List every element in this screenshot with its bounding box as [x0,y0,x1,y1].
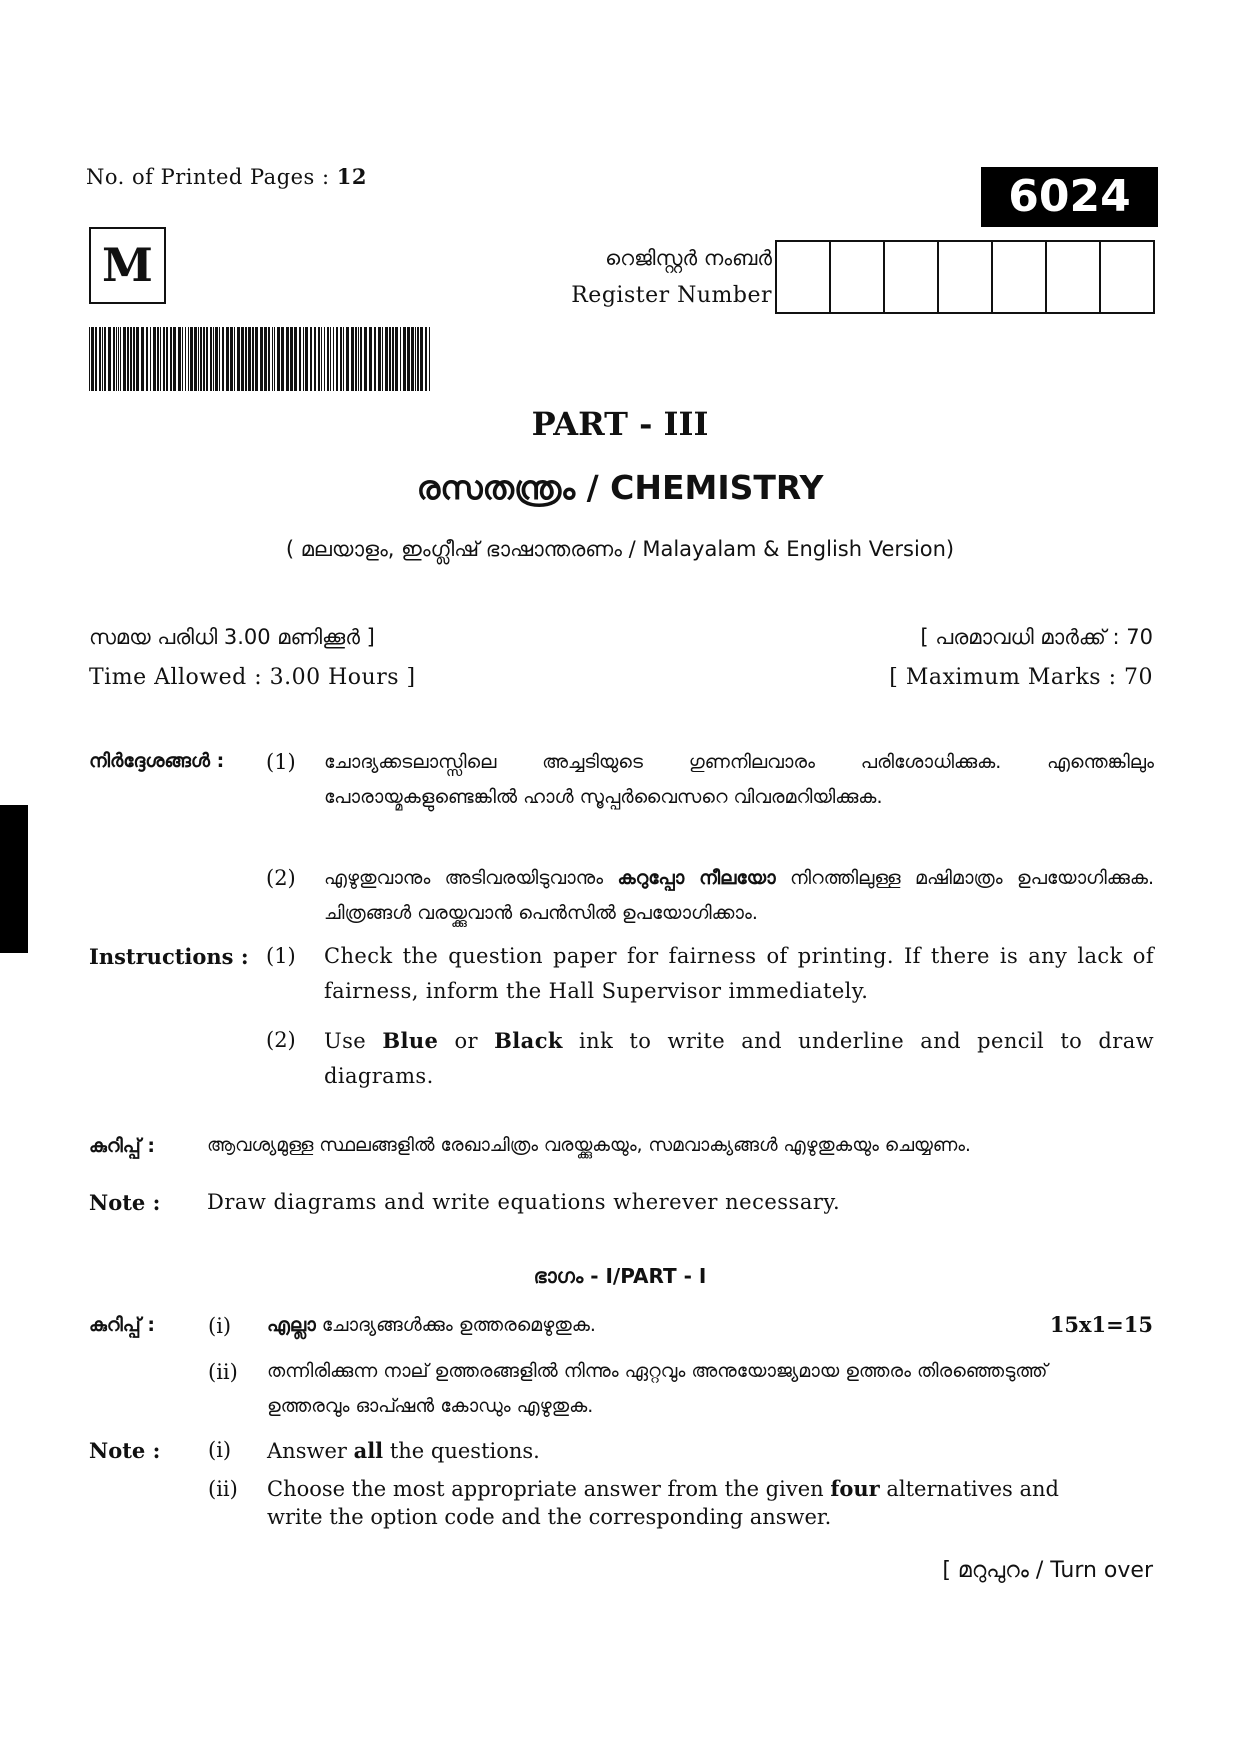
barcode-bar [420,327,423,391]
instruction-text-part: Use [324,1029,383,1053]
bold-word: four [830,1476,880,1501]
part1-note-label-ml: കുറിപ്പ് : [89,1314,155,1336]
barcode-bar [188,327,189,391]
instruction-text-en-2 [324,1023,1154,1094]
barcode-bar [123,327,126,391]
barcode-bar [210,327,212,391]
item-text: alternatives and write the option code and the corresponding answer. [267,1477,1059,1529]
barcode-bar [99,327,101,391]
barcode-bar [113,327,115,391]
barcode-bar [333,327,334,391]
instruction-text-part: എഴുതുവാനും അടിവരയിടുവാനും [324,867,618,889]
barcode-bar [116,327,117,391]
version-line: ( മലയാളം, ഇംഗ്ലീഷ് ഭാഷാന്തരണം / Malayalam & English Version) [285,537,955,561]
barcode-bar [358,327,359,391]
note-label-ml: കുറിപ്പ് : [89,1135,155,1157]
max-marks-ml: [ പരമാവധി മാർക്ക് : 70 [920,625,1153,649]
barcode-bar [213,327,214,391]
barcode-bar [415,327,416,391]
barcode-bar [340,327,342,391]
barcode-bar [389,327,391,391]
barcode-bar [403,327,406,391]
register-digit-box[interactable] [1101,242,1153,312]
barcode-bar [260,327,263,391]
printed-pages-label: No. of Printed Pages : [86,165,337,189]
barcode-bar [425,327,427,391]
side-registration-mark [0,805,28,953]
barcode-bar [248,327,251,391]
item-text: Answer [267,1439,354,1463]
barcode-bar [268,327,270,391]
instruction-text-part: or [438,1029,495,1053]
printed-pages-line [86,164,367,189]
barcode-bar [200,327,202,391]
item-number: (ii) [208,1360,238,1384]
register-digit-box[interactable] [777,242,831,312]
barcode-bar [324,327,325,391]
barcode-bar [305,327,308,391]
item-number: (ii) [208,1477,238,1501]
barcode-bar [104,327,106,391]
part1-marks: 15x1=15 [1049,1312,1153,1337]
part1-note-label-en: Note : [89,1438,161,1463]
barcode-bar [102,327,103,391]
item-text: ചോദ്യങ്ങൾക്കും ഉത്തരമെഴുതുക. [315,1314,596,1336]
register-label-en: Register Number [571,283,772,308]
part1-en-item-2 [267,1475,1117,1531]
barcode-bar [118,327,119,391]
barcode-bar [364,327,367,391]
instruction-bold-blue: Blue [382,1028,439,1053]
barcode-bar [417,327,419,391]
barcode-bar [234,327,235,391]
barcode-bar [160,327,161,391]
barcode-bar [385,327,388,391]
barcode-bar [245,327,247,391]
barcode-bar [222,327,224,391]
barcode-bar [91,327,94,391]
barcode-bar [272,327,273,391]
barcode-bar [360,327,362,391]
subject-title: രസതന്ത്രം / CHEMISTRY [416,468,824,507]
barcode-bar [157,327,159,391]
barcode-bar [130,327,132,391]
instruction-bold-black: Black [494,1028,563,1053]
register-digit-box[interactable] [1047,242,1101,312]
barcode-bar [411,327,414,391]
note-text-en: Draw diagrams and write equations wherever necessary. [207,1190,841,1214]
paper-code-badge: 6024 [981,167,1158,227]
barcode-bar [343,327,344,391]
barcode-bar [429,327,430,391]
instruction-text-ml-2 [324,861,1154,931]
barcode-bar [226,327,229,391]
barcode-bar [264,327,267,391]
item-number: (i) [208,1438,232,1462]
part1-en-item-1 [267,1438,540,1463]
barcode-bar [290,327,293,391]
barcode-bar [336,327,338,391]
barcode-bar [303,327,304,391]
barcode-bar [146,327,148,391]
printed-pages-value: 12 [336,164,367,189]
barcode-bar [252,327,254,391]
barcode-bar [277,327,280,391]
part1-ml-item-2: തന്നിരിക്കുന്ന നാല് ഉത്തരങ്ങളിൽ നിന്നും ഏറ്റവും അനുയോജ്യമായ ഉത്തരം തിരഞ്ഞെടുത്ത് ഉത്തരവും ഓപ്ഷൻ കോഡും എഴുതുക. [267,1360,1048,1417]
barcode-bar [355,327,357,391]
barcode-bar [215,327,218,391]
barcode-bar [120,327,121,391]
barcode-bar [382,327,383,391]
part1-ml-item-1 [267,1314,596,1336]
register-digit-box[interactable] [939,242,993,312]
barcode-bar [166,327,168,391]
barcode-bar [219,327,220,391]
instruction-number: (2) [266,866,296,890]
instruction-number: (1) [266,944,296,968]
part1-heading: ഭാഗം - I/PART - I [533,1264,707,1288]
barcode-bar [136,327,139,391]
barcode-image [89,327,431,391]
barcode-bar [182,327,183,391]
instruction-text-en-1: Check the question paper for fairness of printing. If there is any lack of fairness, inform the Hall Supervisor immediately. [324,944,1154,1003]
barcode-bar [400,327,401,391]
barcode-bar [173,327,176,391]
barcode-bar [150,327,151,391]
item-text: Choose the most appropriate answer from the given [267,1477,831,1501]
instructions-label-en: Instructions : [89,944,249,969]
barcode-bar [206,327,208,391]
bold-word: all [353,1438,384,1463]
part-title: PART - III [531,405,709,443]
barcode-bar [392,327,394,391]
barcode-bar [89,327,90,391]
barcode-bar [321,327,322,391]
instruction-text-part: നിറത്തിലുള്ള മഷിമാത്രം ഉപയോഗിക്കുക. ചിത്രങ്ങൾ വരയ്ക്കുവാൻ പെൻസിൽ ഉപയോഗിക്കാം. [324,867,1154,924]
register-digit-box[interactable] [831,242,885,312]
barcode-bar [95,327,97,391]
register-label-ml: റെജിസ്റ്റർ നംബർ [605,246,772,270]
barcode-bar [194,327,197,391]
barcode-bar [198,327,199,391]
barcode-bar [318,327,320,391]
barcode-bar [133,327,135,391]
barcode-bar [346,327,349,391]
instruction-bold-colors: കറുപ്പോ നീലയോ [617,867,776,889]
barcode-bar [286,327,289,391]
barcode-bar [374,327,376,391]
barcode-bar [351,327,354,391]
note-text-ml: ആവശ്യമുള്ള സ്ഥലങ്ങളിൽ രേഖാചിത്രം വരയ്ക്കുകയും, സമവാക്യങ്ങൾ എഴുതുകയും ചെയ്യണം. [207,1135,971,1156]
instructions-label-ml: നിർദ്ദേശങ്ങൾ : [89,750,225,772]
register-digit-box[interactable] [993,242,1047,312]
barcode-bar [274,327,275,391]
medium-letter-box: M [89,227,166,304]
instruction-text-part: ink to write and underline and pencil to draw diagrams. [324,1029,1154,1088]
barcode-bar [255,327,258,391]
register-digit-box[interactable] [885,242,939,312]
barcode-bar [141,327,144,391]
barcode-bar [230,327,233,391]
barcode-bar [369,327,372,391]
barcode-bar [203,327,205,391]
item-number: (i) [208,1314,232,1338]
max-marks-en: [ Maximum Marks : 70 [889,665,1153,690]
barcode-bar [163,327,165,391]
barcode-bar [185,327,186,391]
barcode-bar [281,327,284,391]
bold-word: എല്ലാ [267,1314,316,1336]
barcode-bar [314,327,316,391]
barcode-bar [407,327,410,391]
barcode-bar [237,327,240,391]
barcode-bar [299,327,301,391]
barcode-bar [170,327,172,391]
barcode-bar [178,327,181,391]
barcode-bar [378,327,381,391]
barcode-bar [190,327,193,391]
barcode-bar [127,327,129,391]
item-text: the questions. [383,1439,540,1463]
barcode-bar [327,327,329,391]
instruction-number: (1) [266,750,296,774]
barcode-bar [395,327,398,391]
turn-over-label: [ മറുപുറം / Turn over [942,1558,1153,1583]
time-allowed-ml: സമയ പരിധി 3.00 മണിക്കൂർ ] [89,625,375,649]
barcode-bar [153,327,156,391]
instruction-number: (2) [266,1028,296,1052]
time-allowed-en: Time Allowed : 3.00 Hours ] [89,665,416,690]
barcode-bar [330,327,331,391]
barcode-bar [310,327,312,391]
note-label-en: Note : [89,1190,161,1215]
register-number-boxes[interactable] [775,240,1155,314]
instruction-text-ml-1: ചോദ്യക്കടലാസ്സിലെ അച്ചടിയുടെ ഗുണനിലവാരം പരിശോധിക്കുക. എന്തെങ്കിലും പോരായ്മകളുണ്ടെങ്കിൽ ഹാൾ സൂപ്പർവൈസറെ വിവരമറിയിക്കുക. [324,751,1154,808]
barcode-bar [108,327,111,391]
barcode-bar [294,327,297,391]
barcode-bar [241,327,244,391]
